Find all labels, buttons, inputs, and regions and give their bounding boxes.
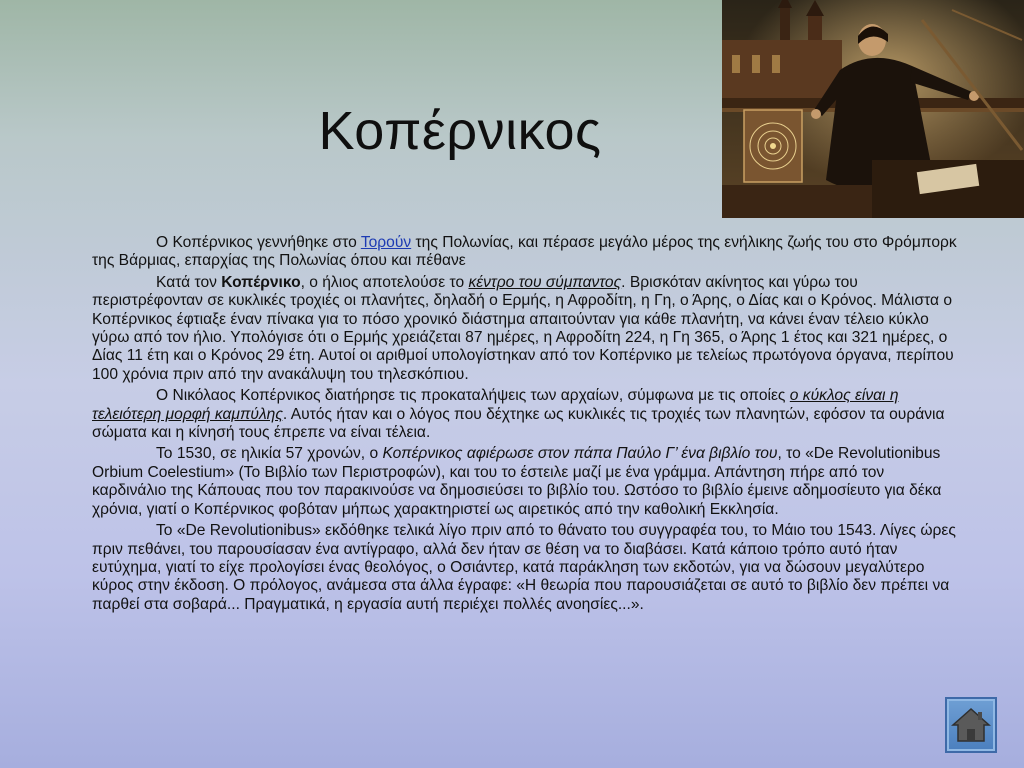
text-span: Το «De Revolutionibus» εκδόθηκε τελικά λίγο πριν από το θάνατο του συγγραφέα του, το Μάιο του 1543. Λίγες ώρες πριν πεθάνει, του παρουσίασαν ένα αντίγραφο, αλλά δεν ήταν σε θέση να το διαβάσει. Κατά κάποιο τρόπο αυτό ήταν ευτύχημα, γιατί το είχε προλογίσει ένας θεολόγος, ο Οσιάντερ, κατά παράκληση των εκδοτών, για να δώσουν μεγαλύτερο κύρος στην έκδοση. Ο πρόλογος, ανάμεσα στα άλλα έγραφε: «Η θεωρία που παρουσιάζεται σε αυτό το βιβλίο δεν πρέπει να παρθεί στα σοβαρά... Πραγματικά, η εργασία αυτή περιέχει πολλές ανοησίες...». [92, 522, 956, 613]
text-span: Το 1530, σε ηλικία 57 χρονών, ο [156, 445, 383, 463]
paragraph-publication [92, 522, 958, 614]
text-span: . Βρισκόταν ακίνητος και γύρω του περιστρέφονταν σε κυκλικές τροχιές οι πλανήτες, δηλαδή ο Ερμής, η Αφροδίτη, η Γη, ο Άρης, ο Δίας και ο Κρόνος. Μάλιστα ο Κοπέρνικος έφτιαξε έναν πίνακα για το πόσο χρονικό διάστημα απαιτούνταν για κάθε πλανήτη, να κάνει έναν τέλειο κύκλο γύρω από τον ήλιο. Υπολόγισε ότι ο Ερμής χρειάζεται 87 ημέρες, η Αφροδίτη 224, η Γη 365, ο Άρης 1 έτος και 321 ημέρες, ο Δίας 11 έτη και ο Κρόνος 29 έτη. Αυτοί οι αριθμοί υπολογίστηκαν από τον Κοπέρνικο με τελείως πρωτόγονα όργανα, περίπου 100 χρόνια πριν από την ανακάλυψη του τηλεσκόπιου. [92, 273, 954, 383]
copernicus-painting [722, 0, 1024, 218]
home-button[interactable] [945, 697, 997, 753]
paragraph-birthplace [92, 234, 958, 271]
text-span: , το «De Revolutionibus Orbium Coelestium» (Το Βιβλίο των Περιστροφών), και του το έστειλε μαζί με ένα γράμμα. Απάντηση πήρε από τον καρδινάλιο της Κάπουας που τον παρακινούσε να δημοσιεύσει το βιβλίο του. Ωστόσο το βιβλίο έμεινε αδημοσίευτο για δέκα χρόνια, γιατί ο Κοπέρνικος φοβόταν μήπως χαρακτηριστεί ως αιρετικός από την καθολική Εκκλησία. [92, 445, 942, 518]
emphasis-perfect-circle: ο κύκλος είναι η τελειότερη μορφή καμπύλης [92, 387, 899, 423]
text-span: Κατά τον [156, 273, 222, 291]
torun-link[interactable]: Τορούν [360, 234, 412, 251]
painting-image [722, 0, 1024, 218]
slide-body [92, 234, 958, 617]
emphasis-center-of-universe: κέντρο του σύμπαντος [468, 273, 622, 291]
text-span: Ο Νικόλαος Κοπέρνικος διατήρησε τις προκαταλήψεις των αρχαίων, σύμφωνα με τις οποίες [156, 387, 790, 405]
emphasis-dedication: Κοπέρνικος αφιέρωσε στον πάπα Παύλο Γ’ ένα βιβλίο του [382, 445, 778, 463]
slide-title: Κοπέρνικος [318, 101, 602, 161]
home-icon [947, 699, 995, 751]
bold-copernicus: Κοπέρνικο [221, 273, 301, 291]
text-span: , ο ήλιος αποτελούσε το [300, 273, 469, 291]
text-span: . Αυτός ήταν και ο λόγος που δέχτηκε ως κυκλικές τις τροχιές των πλανητών, εφόσον τα ουράνια σώματα και η κίνησή τους έπρεπε να είναι τέλεια. [92, 405, 945, 442]
paragraph-heliocentrism [92, 274, 958, 384]
paragraph-book-dedication [92, 445, 958, 519]
paragraph-circular-orbits [92, 387, 958, 442]
text-span: της Πολωνίας, και πέρασε μεγάλο μέρος της ενήλικης ζωής του στο Φρόμπορκ της Βάρμιας, επαρχίας της Πολωνίας όπου και πέθανε [92, 234, 957, 270]
text-span: Ο Κοπέρνικος γεννήθηκε στο [156, 234, 361, 251]
